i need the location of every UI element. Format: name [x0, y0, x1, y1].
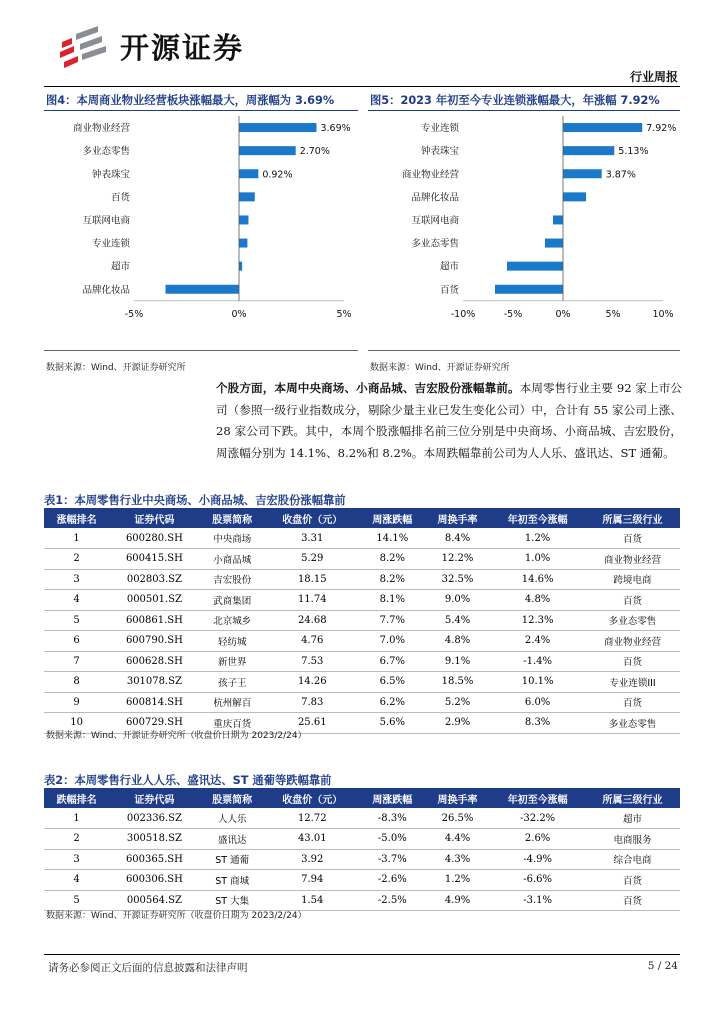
table1-cell: 4 — [44, 590, 109, 611]
table1-cell: 百货 — [585, 651, 680, 672]
table1-cell: 6.0% — [490, 692, 585, 713]
table1-cell: 北京城乡 — [200, 610, 265, 631]
table2-cell: 7.94 — [265, 870, 360, 891]
table2-cell: -32.2% — [490, 808, 585, 829]
table1-cell: 5 — [44, 610, 109, 631]
table2-cell: 百货 — [585, 870, 680, 891]
table2-cell: 26.5% — [425, 808, 490, 829]
figure5-title: 图5：2023 年初至今专业连锁涨幅最大，年涨幅 7.92% — [370, 94, 660, 107]
table2-cell: 2.6% — [490, 829, 585, 850]
table2-cell: 综合电商 — [585, 849, 680, 870]
paragraph-body: 本周零售行业主要 92 家上市公司（参照一级行业指数成分，剔除少量主业已发生变化公司）中，合计有 55 家公司上涨、28 家公司下跌。其中，本周个股涨幅排名前三位分别是中央商场、小商品城、吉宏股份，周涨幅分别为 14.1%、8.2%和 8.2%。本周跌幅靠前公司为人人乐、盛讯达、ST 通葡。 — [216, 381, 682, 460]
table1-cell: 4.8% — [490, 590, 585, 611]
table1-cell: 百货 — [585, 528, 680, 549]
table2-cell: 600306.SH — [109, 870, 199, 891]
table2-cell: 5 — [44, 890, 109, 911]
table2-cell: ST 大集 — [200, 890, 265, 911]
table1-title: 表1：本周零售行业中央商场、小商品城、吉宏股份涨幅靠前 — [44, 494, 346, 507]
figure4-title-rule — [44, 110, 358, 111]
table2-cell: 600365.SH — [109, 849, 199, 870]
table1-cell: 600628.SH — [109, 651, 199, 672]
table2-header-cell: 周换手率 — [425, 788, 490, 808]
table1-cell: 000501.SZ — [109, 590, 199, 611]
bar-8 — [495, 285, 563, 294]
figure5-chart — [368, 116, 680, 344]
table1-cell: 7.7% — [360, 610, 425, 631]
table1-header-cell: 周换手率 — [425, 508, 490, 528]
table2-header-cell: 跌幅排名 — [44, 788, 109, 808]
table1-cell: 1.0% — [490, 549, 585, 570]
table2-cell: -3.1% — [490, 890, 585, 911]
data-label: 5.13% — [618, 146, 649, 158]
table1-header-row — [44, 508, 680, 528]
table1-cell: -1.4% — [490, 651, 585, 672]
stock-summary-paragraph — [216, 378, 682, 464]
table2-top-losers — [44, 788, 680, 911]
table-row — [44, 870, 680, 891]
bar-7 — [239, 262, 242, 271]
table1-cell: 4.8% — [425, 631, 490, 652]
table2-header-cell: 收盘价（元） — [265, 788, 360, 808]
table1-cell: 7 — [44, 651, 109, 672]
figure4-source-rule — [44, 350, 358, 351]
brand-name: 开源证券 — [120, 31, 245, 65]
table1-cell: 8.2% — [360, 549, 425, 570]
table2-cell: 4.3% — [425, 849, 490, 870]
x-tick-label: 0% — [231, 308, 247, 320]
table1-cell: 600280.SH — [109, 528, 199, 549]
category-label: 品牌化妆品 — [411, 192, 459, 204]
table1-cell: 18.5% — [425, 672, 490, 693]
category-label: 钟表珠宝 — [91, 169, 130, 181]
table1-cell: 中央商场 — [200, 528, 265, 549]
category-label: 商业物业经营 — [401, 169, 459, 181]
table2-cell: 3.92 — [265, 849, 360, 870]
table1-cell: 12.3% — [490, 610, 585, 631]
table1-cell: 3 — [44, 569, 109, 590]
table1-cell: 6.5% — [360, 672, 425, 693]
category-label: 多业态零售 — [411, 238, 459, 250]
category-label: 专业连锁 — [91, 238, 130, 250]
table-row — [44, 849, 680, 870]
bar-7 — [507, 262, 563, 271]
bar-6 — [239, 239, 247, 248]
table1-cell: 5.2% — [425, 692, 490, 713]
table2-cell: 人人乐 — [200, 808, 265, 829]
table1-cell: 10 — [44, 713, 109, 734]
table1-cell: 6.7% — [360, 651, 425, 672]
table1-cell: 杭州解百 — [200, 692, 265, 713]
x-tick-label: 5% — [605, 308, 621, 320]
table2-cell: 百货 — [585, 890, 680, 911]
table1-cell: 9.1% — [425, 651, 490, 672]
bar-1 — [563, 123, 642, 132]
table2-cell: -3.7% — [360, 849, 425, 870]
table2-header-cell: 周涨跌幅 — [360, 788, 425, 808]
figure4-chart — [44, 116, 358, 344]
table1-header-cell: 周涨跌幅 — [360, 508, 425, 528]
table1-cell: 7.0% — [360, 631, 425, 652]
table1-cell: 商业物业经营 — [585, 549, 680, 570]
table1-cell: 14.6% — [490, 569, 585, 590]
table1-cell: 12.2% — [425, 549, 490, 570]
table1-cell: 5.6% — [360, 713, 425, 734]
table-row — [44, 610, 680, 631]
table1-header-cell: 股票简称 — [200, 508, 265, 528]
table2-header-row — [44, 788, 680, 808]
table1-cell: 小商品城 — [200, 549, 265, 570]
x-tick-label: -5% — [124, 308, 144, 320]
table2-cell: -5.0% — [360, 829, 425, 850]
table1-cell: 14.26 — [265, 672, 360, 693]
table2-header-cell: 所属三级行业 — [585, 788, 680, 808]
table1-header-cell: 证券代码 — [109, 508, 199, 528]
data-label: 2.70% — [299, 146, 330, 158]
table1-cell: 7.53 — [265, 651, 360, 672]
table1-cell: 6.2% — [360, 692, 425, 713]
x-tick-label: 5% — [336, 308, 352, 320]
figure5-source: 数据来源：Wind、开源证券研究所 — [370, 363, 510, 373]
table2-cell: 4.9% — [425, 890, 490, 911]
bar-6 — [545, 239, 563, 248]
table2-cell: 盛讯达 — [200, 829, 265, 850]
table2-cell: -2.6% — [360, 870, 425, 891]
table2-header-cell: 证券代码 — [109, 788, 199, 808]
table-row — [44, 808, 680, 829]
table2-cell: -6.6% — [490, 870, 585, 891]
table-row — [44, 631, 680, 652]
category-label: 钟表珠宝 — [420, 146, 459, 158]
data-label: 3.87% — [605, 169, 636, 181]
table1-cell: 新世界 — [200, 651, 265, 672]
category-label: 多业态零售 — [82, 146, 130, 158]
table2-cell: 1 — [44, 808, 109, 829]
table1-cell: 8.1% — [360, 590, 425, 611]
category-label: 互联网电商 — [82, 215, 130, 227]
table1-cell: 4.76 — [265, 631, 360, 652]
table-row — [44, 528, 680, 549]
table2-cell: 4 — [44, 870, 109, 891]
table2-title: 表2：本周零售行业人人乐、盛讯达、ST 通葡等跌幅靠前 — [44, 774, 332, 787]
table1-cell: 专业连锁III — [585, 672, 680, 693]
table1-cell: 8.2% — [360, 569, 425, 590]
data-label: 3.69% — [320, 123, 351, 135]
table1-cell: 重庆百货 — [200, 713, 265, 734]
table1-cell: 8.3% — [490, 713, 585, 734]
category-label: 百货 — [439, 284, 459, 296]
table1-cell: 1 — [44, 528, 109, 549]
table1-cell: 孩子王 — [200, 672, 265, 693]
table1-cell: 6 — [44, 631, 109, 652]
table1-cell: 百货 — [585, 590, 680, 611]
table1-cell: 11.74 — [265, 590, 360, 611]
table2-cell: 电商服务 — [585, 829, 680, 850]
table1-cell: 24.68 — [265, 610, 360, 631]
paragraph-lead: 个股方面，本周中央商场、小商品城、吉宏股份涨幅靠前。 — [216, 381, 520, 395]
table-row — [44, 549, 680, 570]
table2-cell: -2.5% — [360, 890, 425, 911]
table1-cell: 跨境电商 — [585, 569, 680, 590]
table-row — [44, 651, 680, 672]
table-row — [44, 569, 680, 590]
table2-cell: -4.9% — [490, 849, 585, 870]
table1-cell: 多业态零售 — [585, 713, 680, 734]
bar-8 — [166, 285, 240, 294]
figure4-title: 图4：本周商业物业经营板块涨幅最大，周涨幅为 3.69% — [46, 94, 335, 107]
footer-disclaimer: 请务必参阅正文后面的信息披露和法律声明 — [48, 962, 248, 974]
table1-cell: 600814.SH — [109, 692, 199, 713]
table1-header-cell: 年初至今涨幅 — [490, 508, 585, 528]
table1-cell: 8.4% — [425, 528, 490, 549]
table2-cell: ST 通葡 — [200, 849, 265, 870]
table1-cell: 多业态零售 — [585, 610, 680, 631]
table1-cell: 002803.SZ — [109, 569, 199, 590]
category-label: 互联网电商 — [411, 215, 459, 227]
table1-cell: 32.5% — [425, 569, 490, 590]
x-tick-label: -10% — [450, 308, 476, 320]
table1-cell: 14.1% — [360, 528, 425, 549]
table2-cell: 000564.SZ — [109, 890, 199, 911]
table2-cell: 4.4% — [425, 829, 490, 850]
table1-cell: 百货 — [585, 692, 680, 713]
brand-logo — [58, 24, 278, 68]
table2-header-cell: 年初至今涨幅 — [490, 788, 585, 808]
bar-5 — [239, 215, 248, 224]
bar-2 — [239, 146, 296, 155]
category-label: 超市 — [439, 261, 459, 273]
category-label: 专业连锁 — [420, 123, 459, 135]
table2-cell: 002336.SZ — [109, 808, 199, 829]
table1-cell: 3.31 — [265, 528, 360, 549]
bar-4 — [563, 192, 586, 201]
footer-divider — [44, 954, 680, 955]
bar-5 — [553, 215, 563, 224]
x-tick-label: 0% — [555, 308, 571, 320]
bar-3 — [239, 169, 258, 178]
table2-cell: 1.54 — [265, 890, 360, 911]
table-row — [44, 672, 680, 693]
bar-4 — [239, 192, 255, 201]
category-label: 商业物业经营 — [72, 123, 130, 135]
table1-cell: 商业物业经营 — [585, 631, 680, 652]
category-label: 品牌化妆品 — [82, 284, 130, 296]
table1-header-cell: 所属三级行业 — [585, 508, 680, 528]
table1-cell: 武商集团 — [200, 590, 265, 611]
table1-cell: 301078.SZ — [109, 672, 199, 693]
bar-3 — [563, 169, 602, 178]
table2-cell: 300518.SZ — [109, 829, 199, 850]
table1-header-cell: 涨幅排名 — [44, 508, 109, 528]
table1-cell: 2.4% — [490, 631, 585, 652]
table1-cell: 8 — [44, 672, 109, 693]
table1-cell: 9.0% — [425, 590, 490, 611]
table2-cell: 2 — [44, 829, 109, 850]
table1-cell: 600861.SH — [109, 610, 199, 631]
table2-cell: -8.3% — [360, 808, 425, 829]
table2-cell: 43.01 — [265, 829, 360, 850]
table1-source: 数据来源：Wind、开源证券研究所（收盘价日期为 2023/2/24） — [46, 731, 307, 741]
table1-cell: 2.9% — [425, 713, 490, 734]
table1-cell: 1.2% — [490, 528, 585, 549]
table1-cell: 5.4% — [425, 610, 490, 631]
bar-1 — [239, 123, 316, 132]
table1-cell: 600415.SH — [109, 549, 199, 570]
table2-header-cell: 股票简称 — [200, 788, 265, 808]
data-label: 0.92% — [262, 169, 293, 181]
table2-cell: 12.72 — [265, 808, 360, 829]
table1-header-cell: 收盘价（元） — [265, 508, 360, 528]
x-tick-label: -5% — [503, 308, 523, 320]
category-label: 百货 — [110, 192, 130, 204]
page-number: 5 / 24 — [647, 960, 678, 972]
figure5-title-rule — [368, 110, 680, 111]
table1-cell: 5.29 — [265, 549, 360, 570]
table-row — [44, 590, 680, 611]
table2-cell: ST 商城 — [200, 870, 265, 891]
table1-top-gainers — [44, 508, 680, 734]
logo-mark-icon — [58, 24, 116, 68]
header-divider — [44, 86, 680, 87]
data-label: 7.92% — [646, 123, 677, 135]
table2-cell: 1.2% — [425, 870, 490, 891]
table1-cell: 600729.SH — [109, 713, 199, 734]
table1-cell: 轻纺城 — [200, 631, 265, 652]
table1-cell: 吉宏股份 — [200, 569, 265, 590]
table1-cell: 7.83 — [265, 692, 360, 713]
table2-cell: 3 — [44, 849, 109, 870]
table1-cell: 2 — [44, 549, 109, 570]
table2-cell: 超市 — [585, 808, 680, 829]
table2-source: 数据来源：Wind、开源证券研究所（收盘价日期为 2023/2/24） — [46, 911, 307, 921]
figure5-source-rule — [368, 350, 680, 351]
table1-cell: 600790.SH — [109, 631, 199, 652]
figure4-source: 数据来源：Wind、开源证券研究所 — [46, 363, 186, 373]
table1-cell: 10.1% — [490, 672, 585, 693]
table1-cell: 9 — [44, 692, 109, 713]
table1-cell: 25.61 — [265, 713, 360, 734]
bar-2 — [563, 146, 614, 155]
table-row — [44, 829, 680, 850]
table1-cell: 18.15 — [265, 569, 360, 590]
x-tick-label: 10% — [652, 308, 674, 320]
table-row — [44, 692, 680, 713]
report-type: 行业周报 — [629, 70, 678, 84]
category-label: 超市 — [110, 261, 130, 273]
